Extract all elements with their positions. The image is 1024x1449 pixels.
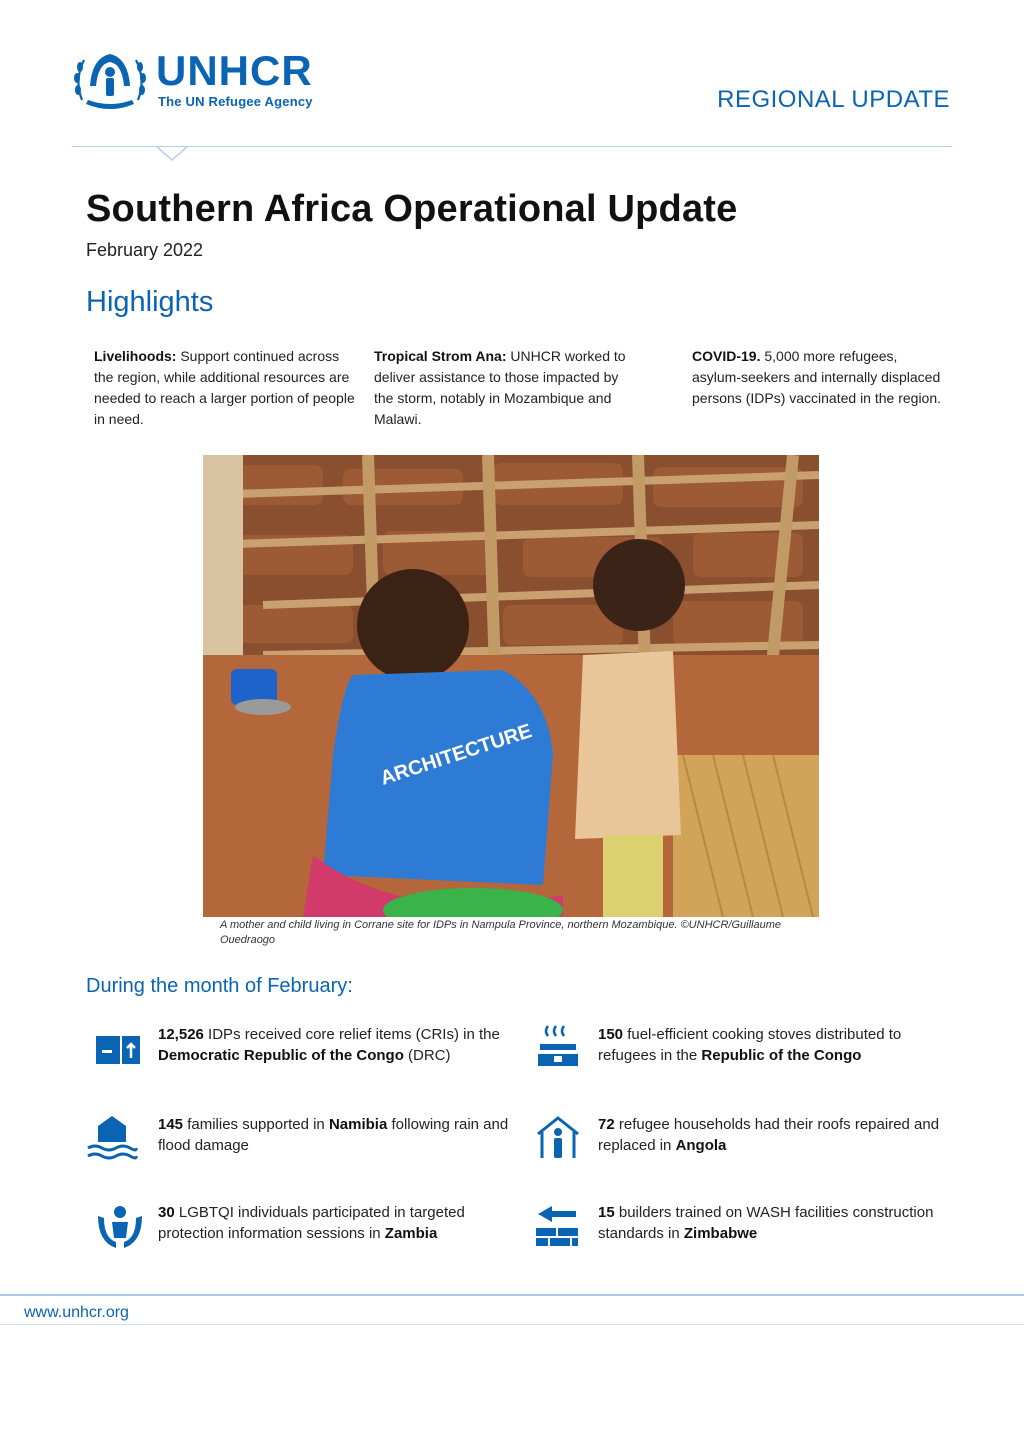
photo-caption: A mother and child living in Corrane site for IDPs in Nampula Province, northern Mozambique. ©UNHCR/Guillaume Ouedraogo	[220, 919, 781, 946]
stat-number: 12,526	[158, 1026, 204, 1043]
report-date: February 2022	[86, 240, 204, 260]
stat-text: LGBTQI individuals participated in targeted protection information sessions in	[158, 1204, 465, 1242]
shelter-person-icon	[530, 1110, 586, 1166]
footer-divider	[0, 1294, 1024, 1296]
bricks-construction-icon	[530, 1198, 586, 1254]
stat-number: 30	[158, 1204, 175, 1221]
logo-wordmark: UNHCR	[156, 47, 313, 94]
cooking-stove-icon	[530, 1020, 586, 1076]
stat-item-builders-zimbabwe	[598, 1202, 958, 1244]
stat-text: builders trained on WASH facilities construction standards in	[598, 1204, 934, 1242]
document-type-label: REGIONAL UPDATE	[717, 86, 950, 113]
stat-number: 150	[598, 1026, 624, 1043]
stat-number: 15	[598, 1204, 615, 1221]
flood-shelter-icon	[84, 1110, 140, 1166]
highlight-text: Support continued across the region, while additional resources are needed to reach a larger portion of people in need.	[94, 348, 355, 427]
stat-item-families-namibia	[158, 1114, 530, 1156]
footer-website-link[interactable]: www.unhcr.org	[24, 1304, 129, 1321]
month-heading: During the month of February:	[86, 975, 353, 997]
stat-location: Republic of the Congo	[701, 1047, 862, 1064]
highlight-lead: Livelihoods:	[94, 348, 177, 364]
stat-number: 72	[598, 1116, 615, 1133]
highlights-heading: Highlights	[86, 286, 214, 318]
page-title: Southern Africa Operational Update	[86, 188, 738, 230]
stat-location: Angola	[675, 1137, 727, 1154]
feature-photo	[203, 455, 819, 917]
stat-location: Zimbabwe	[683, 1225, 758, 1242]
highlight-text: 5,000 more refugees, asylum-seekers and internally displaced persons (IDPs) vaccinated in the region.	[692, 348, 942, 406]
stat-text: IDPs received core relief items (CRIs) in the	[203, 1026, 500, 1043]
mother-and-child-photo-icon	[203, 455, 819, 917]
core-relief-items-icon	[90, 1020, 146, 1076]
stat-number: 145	[158, 1116, 184, 1133]
stat-location: Democratic Republic of the Congo	[158, 1047, 404, 1064]
highlight-text: UNHCR worked to deliver assistance to those impacted by the storm, notably in Mozambique and Malawi.	[374, 348, 626, 427]
svg-text:ARCHITECTURE: ARCHITECTURE	[377, 720, 535, 790]
stat-text: fuel-efficient cooking stoves distributed to refugees in the	[598, 1026, 902, 1064]
stat-item-stoves-congo	[598, 1024, 958, 1066]
stat-text: following rain and flood damage	[158, 1116, 509, 1154]
protection-hands-icon	[92, 1198, 148, 1254]
stat-location: Namibia	[328, 1116, 388, 1133]
stat-text: (DRC)	[403, 1047, 451, 1064]
stat-text: refugee households had their roofs repaired and replaced in	[598, 1116, 940, 1154]
stat-item-cri-drc	[158, 1024, 530, 1066]
stat-text: families supported in	[183, 1116, 329, 1133]
highlight-lead: COVID-19.	[692, 348, 761, 364]
unhcr-logo	[72, 48, 352, 114]
highlight-livelihoods	[94, 346, 356, 430]
header-divider	[72, 146, 952, 147]
divider-notch-icon	[156, 146, 188, 162]
highlight-covid	[692, 346, 942, 409]
logo-tagline: The UN Refugee Agency	[158, 94, 313, 109]
footer-divider-lower	[0, 1324, 1024, 1325]
unhcr-emblem-icon	[72, 50, 148, 112]
highlight-storm-ana	[374, 346, 636, 430]
stat-item-lgbtqi-zambia	[158, 1202, 530, 1244]
stat-item-roofs-angola	[598, 1114, 958, 1156]
stat-location: Zambia	[384, 1225, 438, 1242]
highlight-lead: Tropical Strom Ana:	[374, 348, 507, 364]
